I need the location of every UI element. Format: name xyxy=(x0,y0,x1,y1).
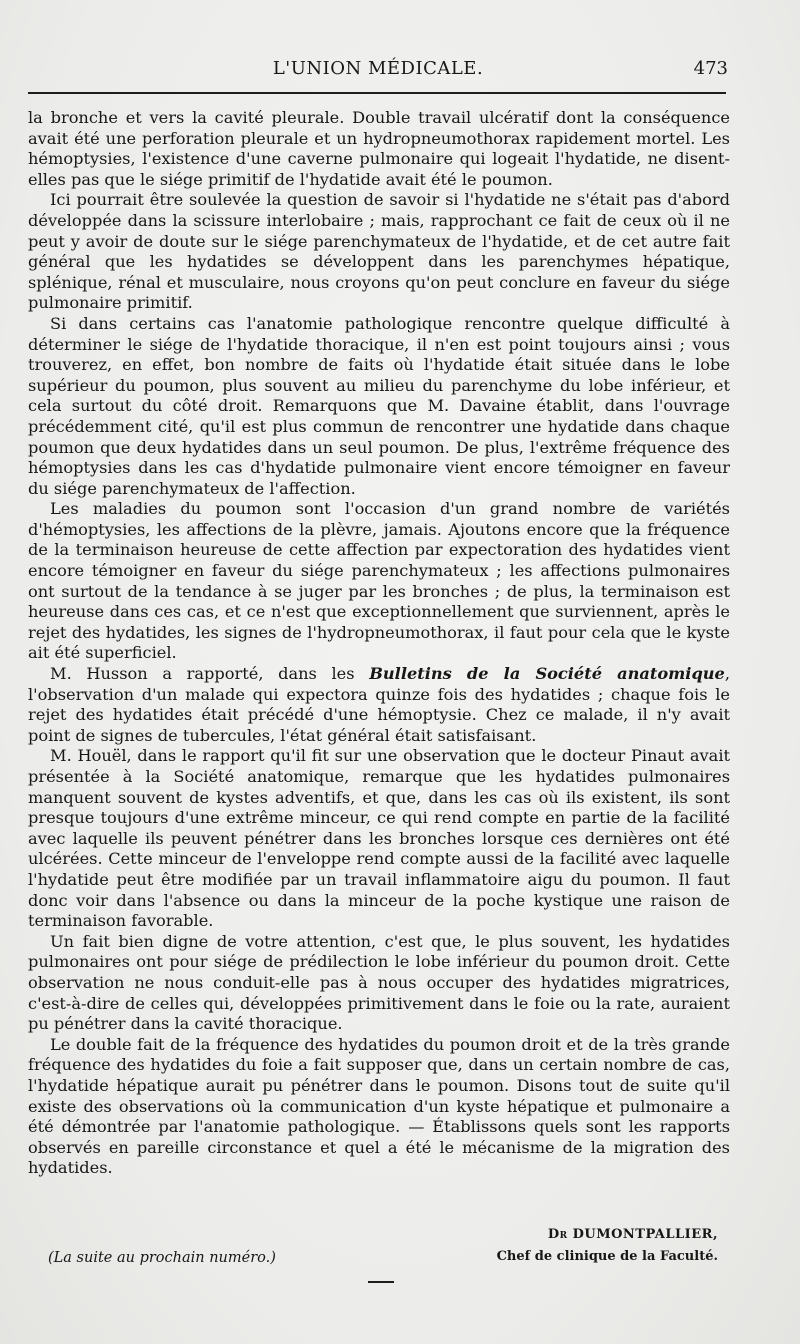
running-title: L'UNION MÉDICALE. xyxy=(272,58,484,79)
page-header xyxy=(28,58,728,88)
page-number: 473 xyxy=(693,58,728,79)
paragraph-5-after: , l'observation d'un malade qui expectora quinze fois des hydatides ; chaque fois le rejet des hydatides était précédé d'une hémoptysie. Chez ce malade, il n'y avait point de signes de tubercules, l'état général était satisfaisant. xyxy=(28,664,730,745)
paragraph-6: M. Houël, dans le rapport qu'il fit sur une observation que le docteur Pinaut avait présentée à la Société anatomique, remarque que les hydatides pulmonaires manquent souvent de kystes adventifs, et que, dans les cas où ils existent, ils sont presque toujours d'une extrême minceur, ce qui rend compte en partie de la facilité avec laquelle ils peuvent pénétrer dans les bronches lorsque ces dernières ont été ulcérées. Cette minceur de l'enveloppe rend compte aussi de la facilité avec laquelle l'hydatide peut être modifiée par un travail inflammatoire aigu du poumon. Il faut donc voir dans l'absence ou dans la minceur de la poche kystique une raison de terminaison favorable. xyxy=(28,746,730,931)
journal-title: Bulletins de la Société anatomique xyxy=(369,664,725,684)
header-rule xyxy=(28,92,726,94)
end-rule xyxy=(368,1281,394,1283)
paragraph-2: Ici pourrait être soulevée la question de savoir si l'hydatide ne s'était pas d'abord développée dans la scissure interlobaire ; mais, rapprochant ce fait de ceux où il ne peut y avoir de doute sur le siége parenchymateux de l'hydatide, et de cet autre fait général que les hydatides se développent dans les parenchymes hépatique, splénique, rénal et musculaire, nous croyons qu'on peut conclure en faveur du siége pulmonaire primitif. xyxy=(28,190,730,313)
author-signature xyxy=(497,1224,718,1268)
continued-note: (La suite au prochain numéro.) xyxy=(48,1250,276,1266)
paragraph-5 xyxy=(28,664,730,746)
paragraph-7: Un fait bien digne de votre attention, c'est que, le plus souvent, les hydatides pulmonaires ont pour siége de prédilection le lobe inférieur du poumon droit. Cette observation ne nous conduit-elle pas à nous occuper des hydatides migratrices, c'est-à-dire de celles qui, développées primitivement dans le foie ou la rate, auraient pu pénétrer dans la cavité thoracique. xyxy=(28,931,730,1034)
paragraph-4: Les maladies du poumon sont l'occasion d'un grand nombre de variétés d'hémoptysies, les affections de la plèvre, jamais. Ajoutons encore que la fréquence de la terminaison heureuse de cette affection par expectoration des hydatides vient encore témoigner en faveur du siége parenchymateux ; les affections pulmonaires ont surtout de la tendance à se juger par les bronches ; de plus, la terminaison est heureuse dans ces cas, et ce n'est que exceptionnellement que surviennent, après le rejet des hydatides, les signes de l'hydropneumothorax, il faut pour cela que le kyste ait été superficiel. xyxy=(28,499,730,663)
paragraph-3: Si dans certains cas l'anatomie pathologique rencontre quelque difficulté à déterminer le siége de l'hydatide thoracique, il n'en est point toujours ainsi ; vous trouverez, en effet, bon nombre de faits où l'hydatide était située dans le lobe supérieur du poumon, plus souvent au milieu du parenchyme du lobe inférieur, et cela surtout du côté droit. Remarquons que M. Davaine établit, dans l'ouvrage précédemment cité, qu'il est plus commun de rencontrer une hydatide dans chaque poumon que deux hydatides dans un seul poumon. De plus, l'extrême fréquence des hémoptysies dans les cas d'hydatide pulmonaire vient encore témoigner en faveur du siége parenchymateux de l'affection. xyxy=(28,313,730,498)
author-name: Dr DUMONTPALLIER, xyxy=(547,1227,718,1242)
paragraph-5-before: M. Husson a rapporté, dans les xyxy=(50,664,370,684)
paragraph-8: Le double fait de la fréquence des hydatides du poumon droit et de la très grande fréquence des hydatides du foie a fait supposer que, dans un certain nombre de cas, l'hydatide hépatique aurait pu pénétrer dans le poumon. Disons tout de suite qu'il existe des observations où la communication d'un kyste hépatique et pulmonaire a été démontrée par l'anatomie pathologique. — Établissons quels sont les rapports observés en pareille circonstance et quel a été le mécanisme de la migration des hydatides. xyxy=(28,1034,730,1178)
paragraph-1: la bronche et vers la cavité pleurale. Double travail ulcératif dont la conséquence avait été une perforation pleurale et un hydropneumothorax rapidement mortel. Les hémoptysies, l'existence d'une caverne pulmonaire qui logeait l'hydatide, ne disent-elles pas que le siége primitif de l'hydatide avait été le poumon. xyxy=(28,108,730,189)
article-body xyxy=(28,108,730,1179)
author-role: Chef de clinique de la Faculté. xyxy=(496,1249,718,1264)
